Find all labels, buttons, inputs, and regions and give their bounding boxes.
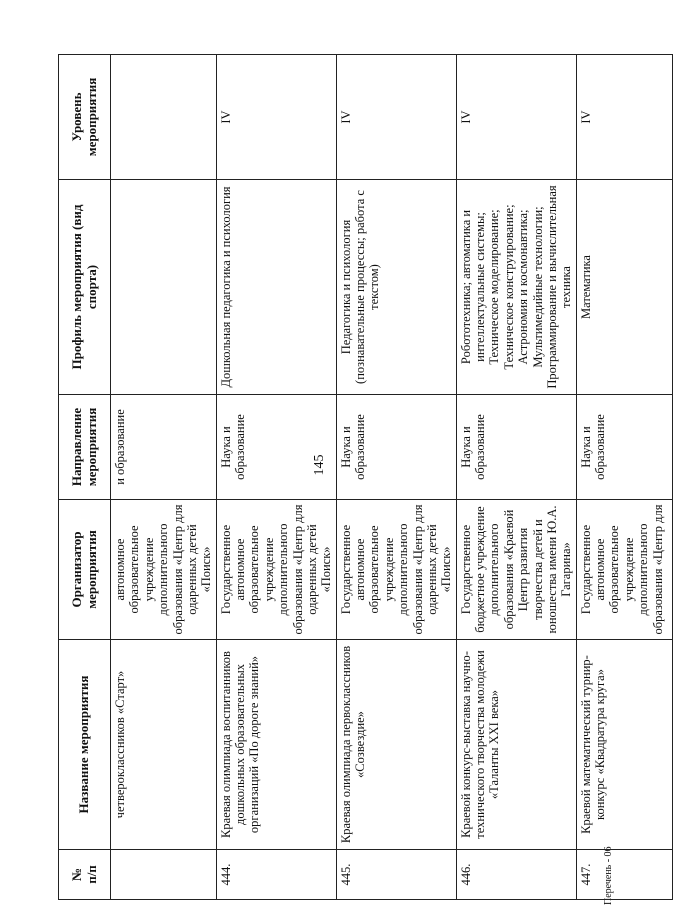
cell-num: 444. <box>216 850 336 900</box>
cell-num: 446. <box>456 850 576 900</box>
cell-level: IV <box>216 55 336 180</box>
cell-organizer: Государственное автономное образовательное учреждение дополнительного образования «Центр для одаренных детей «Поиск» <box>336 500 456 640</box>
header-organizer: Организатор мероприятия <box>59 500 111 640</box>
footer-label: Перечень - 06 <box>603 846 614 905</box>
cell-direction: Наука и образование <box>456 395 576 500</box>
header-direction: Направление мероприятия <box>59 395 111 500</box>
cell-name: Краевая олимпиада первоклассников «Созвездие» <box>336 640 456 850</box>
page-number: 145 <box>312 454 327 476</box>
header-profile: Профиль мероприятия (вид спорта) <box>59 180 111 395</box>
cell-profile: Педагогика и психология (познавательные процессы; работа с текстом) <box>336 180 456 395</box>
table-row <box>111 55 217 900</box>
header-name: Название мероприятия <box>59 640 111 850</box>
table-row <box>456 55 576 900</box>
header-num: № п/п <box>59 850 111 900</box>
cell-direction: Наука и образование <box>576 395 672 500</box>
cell-direction: Наука и образование <box>336 395 456 500</box>
table-row <box>576 55 672 900</box>
cell-organizer: автономное образовательное учреждение дополнительного образования «Центр для одаренных детей «Поиск» <box>111 500 217 640</box>
cell-level: IV <box>456 55 576 180</box>
cell-name: Краевой математический турнир-конкурс «Квадратура круга» <box>576 640 672 850</box>
cell-direction: и образование <box>111 395 217 500</box>
cell-profile <box>111 180 217 395</box>
cell-num <box>111 850 217 900</box>
cell-level <box>111 55 217 180</box>
cell-name: четвероклассников «Старт» <box>111 640 217 850</box>
cell-level: IV <box>576 55 672 180</box>
cell-num: 445. <box>336 850 456 900</box>
cell-organizer: Государственное автономное образовательное учреждение дополнительного образования «Центр для <box>576 500 672 640</box>
cell-num: 447. <box>576 850 672 900</box>
table-row <box>216 55 336 900</box>
cell-organizer: Государственное бюджетное учреждение дополнительного образования «Краевой Центр развития творчества детей и юношества имени Ю.А. Гагарина» <box>456 500 576 640</box>
table-header-row <box>59 55 111 900</box>
cell-profile: Математика <box>576 180 672 395</box>
cell-organizer: Государственное автономное образовательное учреждение дополнительного образования «Центр для одаренных детей «Поиск» <box>216 500 336 640</box>
table-row <box>336 55 456 900</box>
cell-direction: Наука и образование <box>216 395 336 500</box>
header-level: Уровень мероприятия <box>59 55 111 180</box>
cell-profile: Дошкольная педагогика и психология <box>216 180 336 395</box>
cell-name: Краевой конкурс-выставка научно-технического творчества молодежи «Таланты XXI века» <box>456 640 576 850</box>
cell-profile: Робототехника; автоматика и интеллектуальные системы; Техническое моделирование; Техническое конструирование; Астрономия и космонавтика; Мультимедийные технологии; Программирование и вычислительная техника <box>456 180 576 395</box>
registry-table <box>58 54 673 900</box>
cell-name: Краевая олимпиада воспитанников дошкольных образовательных организаций «По дороге знаний» <box>216 640 336 850</box>
cell-level: IV <box>336 55 456 180</box>
